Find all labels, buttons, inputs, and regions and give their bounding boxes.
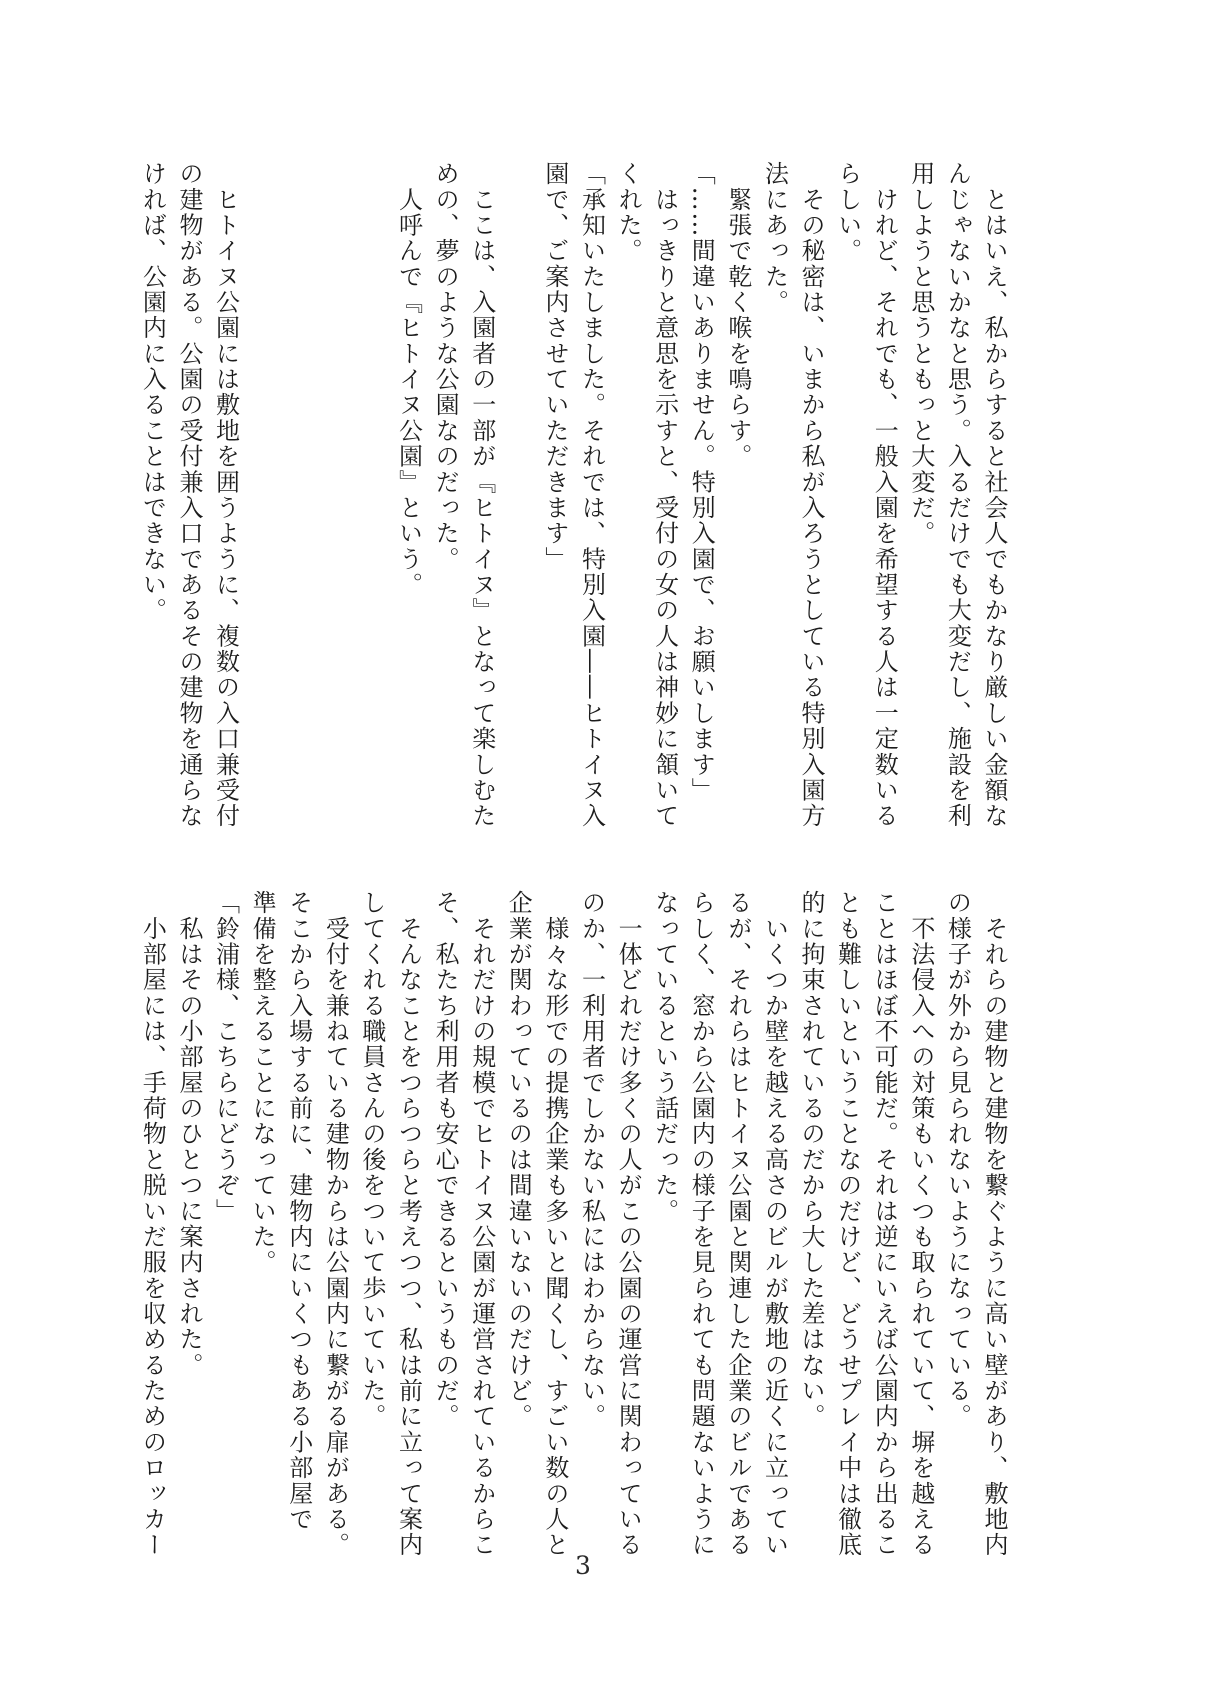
text-column: 企業が関わっているのは間違いないのだけど。 [504,890,533,1430]
text-column: んじゃないかなと思う。入るだけでも大変だし、施設を利 [943,161,972,829]
text-column: くれた。 [614,161,643,264]
text-column: けれど、それでも、一般入園を希望する人は一定数いる [870,161,899,829]
text-column: とも難しいということなのだけど、どうせプレイ中は徹底 [833,890,862,1558]
text-column: ヒトイヌ公園には敷地を囲うように、複数の入口兼受付 [211,161,240,829]
text-column: 用しようと思うともっと大変だ。 [906,161,935,547]
text-column: 小部屋には、手荷物と脱いだ服を収めるためのロッカー [138,890,167,1558]
text-column: そんなことをつらつらと考えつつ、私は前に立って案内 [394,890,423,1558]
text-column: そこから入場する前に、建物内にいくつもある小部屋で [284,890,313,1532]
text-column: 園で、ご案内させていただきます」 [540,161,569,572]
text-column [317,161,354,833]
text-column [353,161,390,833]
text-column: 的に拘束されているのだから大した差はない。 [797,890,826,1430]
text-column: とはいえ、私からすると社会人でもかなり厳しい金額な [980,161,1008,829]
text-column: 不法侵入への対策もいくつも取られていて、塀を越える [906,890,935,1558]
text-column: のか、一利用者でしかない私にはわからない。 [577,890,606,1430]
text-column: 人呼んで『ヒトイヌ公園』という。 [394,161,423,598]
text-column: それだけの規模でヒトイヌ公園が運営されているからこ [467,890,496,1558]
text-column: らしく、窓から公園内の様子を見られても問題ないように [687,890,716,1558]
text-column: らしい。 [833,161,862,264]
text-column [500,161,537,833]
text-column: めの、夢のような公園なのだった。 [431,161,460,572]
text-column: の様子が外から見られないようになっている。 [943,890,972,1430]
text-column: 「承知いたしました。それでは、特別入園――ヒトイヌ入 [577,161,606,829]
text-column: その秘密は、いまから私が入ろうとしている特別入園方 [797,161,826,829]
lower-text-band [128,890,1012,1564]
text-column: 受付を兼ねている建物からは公園内に繋がる扉がある。 [321,890,350,1558]
upper-text-band [128,161,1012,835]
text-column: るが、それらはヒトイヌ公園と関連した企業のビルである [723,890,752,1558]
text-column: いくつか壁を越える高さのビルが敷地の近くに立ってい [760,890,789,1558]
text-column [280,161,317,833]
text-column: 私はその小部屋のひとつに案内された。 [174,890,203,1378]
text-column: 様々な形での提携企業も多いと聞くし、すごい数の人と [540,890,569,1558]
text-column: ことはほぼ不可能だ。それは逆にいえば公園内から出るこ [870,890,899,1558]
text-column: 緊張で乾く喉を鳴らす。 [723,161,752,470]
text-column: 「……間違いありません。特別入園で、お願いします」 [687,161,716,803]
text-column: なっているという話だった。 [650,890,679,1224]
page-number: 3 [575,1551,591,1580]
text-column: ければ、公園内に入ることはできない。 [138,161,167,624]
text-column: ここは、入園者の一部が『ヒトイヌ』となって楽しむた [467,161,496,829]
text-column: そ、私たち利用者も安心できるというものだ。 [431,890,460,1430]
text-column: はっきりと意思を示すと、受付の女の人は神妙に頷いて [650,161,679,829]
text-column: 一体どれだけ多くの人がこの公園の運営に関わっている [614,890,643,1558]
text-column: 法にあった。 [760,161,789,316]
text-column [244,161,281,833]
text-column: してくれる職員さんの後をついて歩いていた。 [357,890,386,1430]
text-column: それらの建物と建物を繋ぐように高い壁があり、敷地内 [980,890,1008,1558]
text-column: 準備を整えることになっていた。 [248,890,277,1276]
text-column: の建物がある。公園の受付兼入口であるその建物を通らな [174,161,203,829]
text-column: 「鈴浦様、こちらにどうぞ」 [211,890,240,1224]
